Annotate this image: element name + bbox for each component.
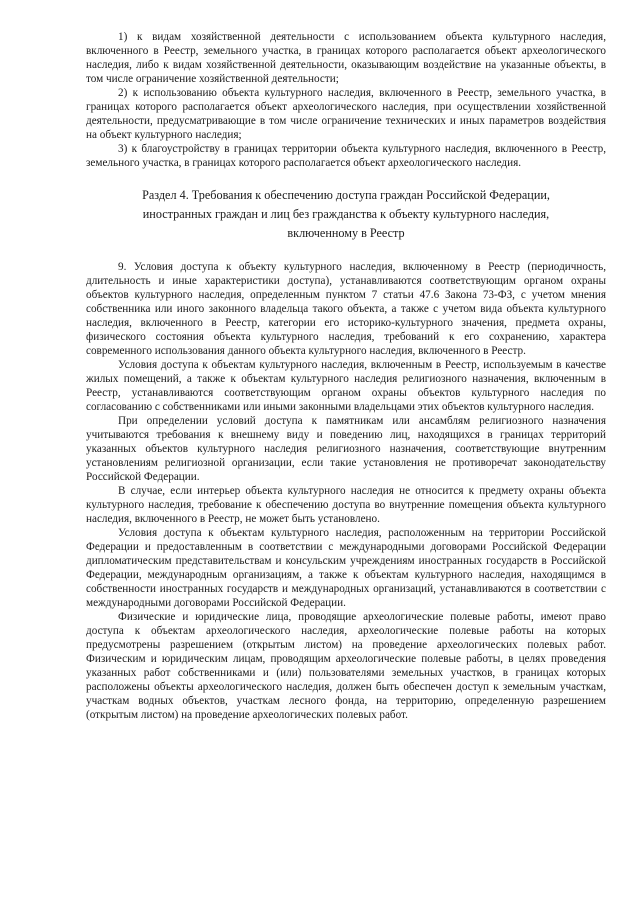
paragraph: Физические и юридические лица, проводящие археологические полевые работы, имеют право доступа к объектам археологического наследия, археологические полевые работы на которых предусмотрены разрешением (открытым листом) на проведение археологических полевых работ. Физическим и юридическим лицам, проводящим археологические полевые работы, в целях проведения указанных работ собственниками и (или) пользователями земельных участков, в границах которых расположены объекты археологического наследия, должен быть обеспечен доступ к земельным участкам, участкам водных объектов, участкам лесного фонда, на территорию, определенную разрешением (открытым листом) на проведение археологических полевых работ. [86, 611, 606, 721]
paragraph: В случае, если интерьер объекта культурного наследия не относится к предмету охраны объекта культурного наследия, требование к обеспечению доступа во внутренние помещения объекта культурного наследия, включенного в Реестр, не может быть установлено. [86, 485, 606, 525]
paragraph: При определении условий доступа к памятникам или ансамблям религиозного назначения учитываются требования к внешнему виду и поведению лиц, находящихся в границах территорий указанных объектов культурного наследия религиозного назначения, соответствующие внутренним установлениям религиозной организации, если такие установления не противоречат законодательству Российской Федерации. [86, 415, 606, 483]
list-item: 1) к видам хозяйственной деятельности с использованием объекта культурного наследия, включенного в Реестр, земельного участка, в границах которого располагается объект археологического наследия, либо к видам хозяйственной деятельности, оказывающим воздействие на указанные объекты, в том числе ограничение хозяйственной деятельности; [86, 31, 606, 85]
paragraph: 9. Условия доступа к объекту культурного наследия, включенному в Реестр (периодичность, длительность и иные характеристики доступа), устанавливаются соответствующим органом охраны объектов культурного наследия, определенным пунктом 7 статьи 47.6 Закона 73-ФЗ, с учетом мнения собственника или иного законного владельца такого объекта, а также с учетом вида объекта культурного наследия, включенного в Реестр, категории его историко-культурного значения, предмета охраны, физического состояния объекта культурного наследия, требований к его сохранению, характера современного использования данного объекта культурного наследия, включенного в Реестр. [86, 261, 606, 357]
section-heading-line: включенному в Реестр [287, 226, 405, 240]
paragraph: Условия доступа к объектам культурного наследия, включенным в Реестр, используемым в качестве жилых помещений, а также к объектам культурного наследия религиозного назначения, включенным в Реестр, устанавливаются соответствующим органом охраны объектов культурного наследия по согласованию с собственниками или иными законными владельцами этих объектов культурного наследия. [86, 359, 606, 413]
list-item: 3) к благоустройству в границах территории объекта культурного наследия, включенного в Реестр, земельного участка, в границах которого располагается объект археологического наследия. [86, 143, 606, 169]
section-body [86, 260, 606, 722]
list-item: 2) к использованию объекта культурного наследия, включенного в Реестр, земельного участка, в границах которого располагается объект археологического наследия, при осуществлении хозяйственной деятельности, предусматривающие в том числе ограничение технических и иных параметров воздействия на объект культурного наследия; [86, 87, 606, 141]
section-heading [100, 186, 592, 243]
section-heading-line: иностранных граждан и лиц без гражданства к объекту культурного наследия, [142, 207, 550, 221]
section-heading-line: Раздел 4. Требования к обеспечению доступа граждан Российской Федерации, [142, 188, 550, 202]
paragraph: Условия доступа к объектам культурного наследия, расположенным на территории Российской Федерации и предоставленным в соответствии с международными договорами Российской Федерации дипломатическим представительствам и консульским учреждениям иностранных государств в Российской Федерации, международным организациям, а также к объектам культурного наследия, находящимся в собственности иностранных государств и международных организаций, устанавливаются в соответствии с международными договорами Российской Федерации. [86, 527, 606, 609]
intro-list [86, 30, 606, 170]
